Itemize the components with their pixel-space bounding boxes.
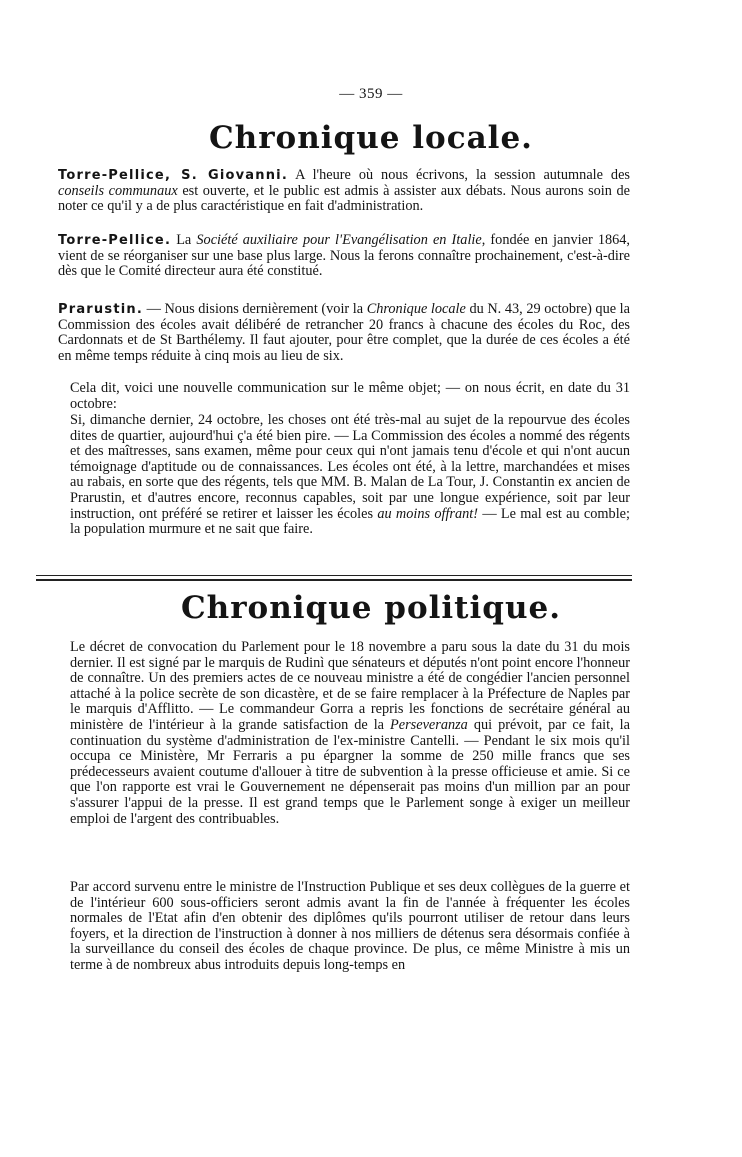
section-divider <box>36 575 632 576</box>
paragraph-text: Par accord survenu entre le ministre de l'Instruction Publique et ses deux collègues de la guerre et de l'intérieur 600 sous-officiers seront admis avant la fin de l'année à fréquenter les écoles normales de l'Etat afin d'en obtenir des diplômes qu'ils pourront utiliser de retour dans leurs foyers, et la direction de l'instruction à donner à nos milliers de détenus sera désormais confiée à la surveillance du conseil des écoles de chaque province. De plus, ce même Ministre à mis un terme à de nombreux abus introduits depuis long-temps en <box>70 879 630 973</box>
paragraph-text: — Le mal est au comble; la population murmure et ne sait que faire. <box>70 505 630 538</box>
paragraph-text: Le décret de convocation du Parlement pour le 18 novembre a paru sous la date du 31 du mois dernier. Il est signé par le marquis de Rudinì que sénateurs et députés n'ont point encore l'honneur de connaître. Un des premiers actes de ce nouveau ministre a été de congédier l'ancien personnel attaché à la police secrète de son dicastère, et de se faire remplacer à la Préfecture de Naples par le marquis d'Afflitto. — Le commandeur Gorra a repris les fonctions de secrétaire général au ministère de l'intérieur à la grande satisfaction de la <box>70 639 630 733</box>
paragraph-decret-convocation <box>58 640 630 827</box>
paragraph-cela-dit <box>58 381 630 412</box>
paragraph-text: Si, dimanche dernier, 24 octobre, les choses ont été très-mal au sujet de la repourvue des écoles dites de quartier, aujourd'hui ç'a été bien pire. — La Commission des écoles a nommé des régents et des maîtresses, sans examen, même pour ceux qui n'ont jamais tenu d'école et qui n'ont aucun témoignage d'aptitude ou de connaissances. Les écoles ont été, à la lettre, marchandées et mises au rabais, en sorte que des régents, tels que MM. B. Malan de La Tour, J. Constantin ex ancien de Prarustin, et d'autres encore, reconnus capables, soit par une longue expérience, soit par leur instruction, ont préféré se retirer et laisser les écoles <box>70 412 630 522</box>
paragraph-italic: Chronique locale <box>366 301 466 317</box>
paragraph-dimanche-dernier <box>58 413 630 538</box>
paragraph-text: — Nous disions dernièrement (voir la <box>142 301 367 317</box>
paragraph-text: , fondée en janvier 1864, vient de se réorganiser sur une base plus large. Nous la ferons connaître prochainement, c'est-à-dire dès que le Comité directeur aura été constitué. <box>58 232 630 280</box>
section-divider <box>36 579 632 581</box>
paragraph-text: qui prévoit, par ce fait, la continuation du système d'administration de l'ex-ministre Cantelli. — Pendant le six mois qu'il occupa ce Ministère, Mr Ferraris a pu épargner la somme de 250 mille francs que ses prédecesseurs avaient coutume d'allouer à titre de subvention à la presse officieuse et amie. Si ce que l'on rapporte est vrai le Gouvernement ne dépenserait pas moins d'un million par an pour s'assurer l'appui de la presse. Il est grand temps que le Parlement songe à exiger un meilleur emploi de l'argent des contribuables. <box>70 716 630 827</box>
page-number: — 359 — <box>339 86 403 102</box>
paragraph-text: La <box>171 232 197 248</box>
paragraph-torre-pellice-giovanni <box>58 168 630 215</box>
paragraph-lead: Prarustin. <box>58 302 143 317</box>
paragraph-italic: au moins offrant! <box>377 505 479 522</box>
paragraph-italic: Société auxiliaire pour l'Evangélisation en Italie <box>196 232 482 248</box>
paragraph-lead: Torre-Pellice, S. Giovanni. <box>58 168 288 183</box>
section-title-chronique-locale: Chronique locale. <box>209 120 533 156</box>
paragraph-accord-survenu <box>58 880 630 974</box>
paragraph-lead: Torre-Pellice. <box>58 233 172 248</box>
paragraph-text: A l'heure où nous écrivons, la session autumnale des <box>287 167 630 183</box>
paragraph-italic: Perseveranza <box>390 716 468 733</box>
paragraph-italic: conseils communaux <box>58 182 178 199</box>
paragraph-text: est ouverte, et le public est admis à assister aux débats. Nous aurons soin de noter ce qu'il y a de plus caractéristique en fait d'administration. <box>58 182 630 215</box>
paragraph-prarustin <box>58 302 630 364</box>
paragraph-text: du N. 43, 29 octobre) que la Commission des écoles avait délibéré de retrancher 20 francs à chacune des écoles du Roc, des Cardonnats et de St Barthélemy. Il faut ajouter, pour être complet, que la durée de ces écoles a été en même temps réduite à cinq mois au lieu de six. <box>58 301 630 364</box>
paragraph-torre-pellice-societe <box>58 233 630 280</box>
paragraph-text: Cela dit, voici une nouvelle communication sur le même objet; — on nous écrit, en date du 31 octobre: <box>70 380 630 412</box>
section-title-chronique-politique: Chronique politique. <box>181 590 561 626</box>
